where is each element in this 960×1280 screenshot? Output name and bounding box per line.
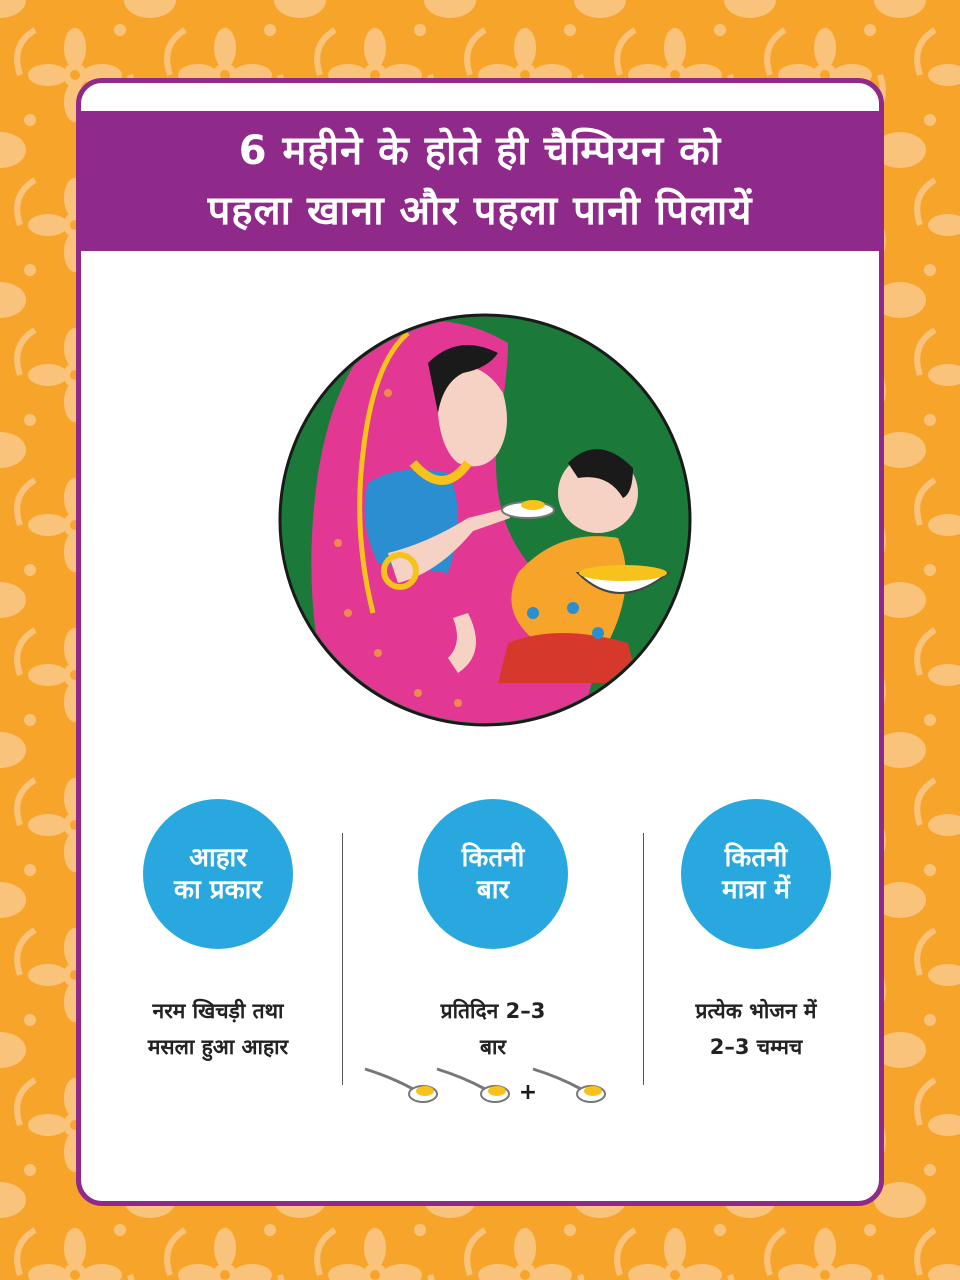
bubble-label-line-1: कितनी [461, 843, 525, 873]
bubble-label-line-1: कितनी [724, 843, 788, 873]
spoon-icon [437, 1069, 509, 1102]
plus-sign: + [518, 1080, 538, 1105]
description-line-1: प्रत्येक भोजन में [695, 999, 817, 1023]
description-line-2: मसला हुआ आहार [147, 1035, 289, 1059]
title-line-1: 6 महीने के होते ही चैम्पियन को [238, 128, 722, 174]
food-type-description [88, 993, 348, 1065]
info-column-quantity [626, 799, 884, 1065]
spoon-icon [533, 1069, 605, 1102]
spoons-row [361, 1063, 621, 1113]
info-column-food-type [88, 799, 348, 1065]
frequency-bubble [418, 799, 568, 949]
description-line-2: 2–3 चम्मच [709, 1035, 803, 1059]
poster-card [76, 78, 884, 1206]
spoon-icon [365, 1069, 437, 1102]
bubble-label-line-1: आहार [189, 843, 247, 873]
description-line-1: नरम खिचड़ी तथा [152, 999, 284, 1023]
bubble-label-line-2: बार [476, 875, 510, 905]
food-type-bubble [143, 799, 293, 949]
quantity-bubble [681, 799, 831, 949]
quantity-description [626, 993, 884, 1065]
title-banner [81, 111, 879, 251]
frequency-description [363, 993, 623, 1065]
description-line-2: बार [479, 1035, 507, 1059]
bubble-label-line-2: का प्रकार [174, 875, 262, 905]
info-column-frequency [363, 799, 623, 1065]
bubble-label-line-2: मात्रा में [722, 875, 790, 905]
mother-feeding-baby-illustration [278, 313, 692, 727]
title-line-2: पहला खाना और पहला पानी पिलायें [207, 188, 753, 234]
description-line-1: प्रतिदिन 2–3 [440, 999, 546, 1023]
